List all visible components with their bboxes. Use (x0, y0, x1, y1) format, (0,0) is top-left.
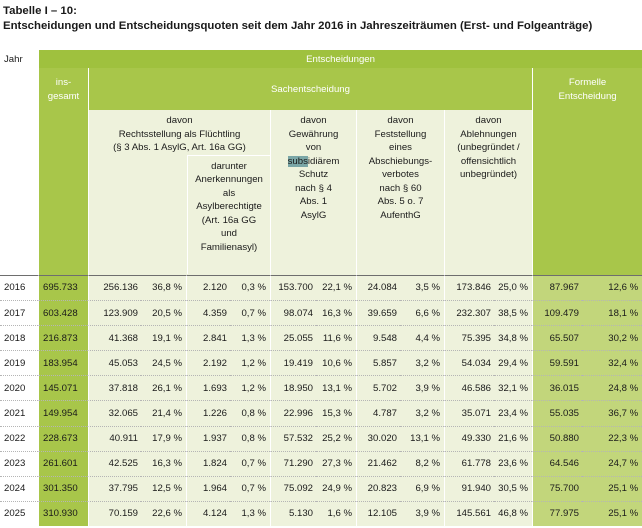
formell-quote: 30,2 % (582, 325, 642, 350)
header-sub-line2: Gewährung (288, 128, 339, 140)
abschiebung-quote: 6,6 % (400, 300, 444, 325)
header-formelle-line1: Formelle (568, 77, 607, 89)
header-sub-line8: AsylG (300, 209, 327, 221)
table-row (0, 350, 642, 375)
abschiebung-count: 39.659 (356, 300, 400, 325)
asyl-quote: 1,3 % (230, 325, 270, 350)
table-row (0, 300, 642, 325)
abschiebung-count: 30.020 (356, 426, 400, 451)
fluechtling-quote: 26,1 % (141, 375, 186, 400)
asyl-count: 1.964 (186, 476, 230, 501)
year-cell: 2022 (0, 426, 38, 451)
subsidiaer-count: 75.092 (270, 476, 316, 501)
header-asyl-line5: (Art. 16a GG (201, 214, 257, 226)
year-cell: 2017 (0, 300, 38, 325)
subsidiaer-quote: 15,3 % (316, 400, 356, 425)
header-abschiebungsverbot (356, 110, 444, 275)
asyl-count: 4.359 (186, 300, 230, 325)
asyl-quote: 0,8 % (230, 400, 270, 425)
ablehnung-count: 46.586 (444, 375, 494, 400)
ablehnung-quote: 29,4 % (494, 350, 532, 375)
subsidiaer-quote: 13,1 % (316, 375, 356, 400)
asyl-quote: 0,8 % (230, 426, 270, 451)
fluechtling-quote: 21,4 % (141, 400, 186, 425)
header-sub-line6: nach § 4 (295, 182, 332, 194)
total-cell: 261.601 (38, 451, 88, 476)
formell-count: 59.591 (532, 350, 582, 375)
year-cell: 2018 (0, 325, 38, 350)
subsidiaer-count: 71.290 (270, 451, 316, 476)
fluechtling-count: 45.053 (88, 350, 141, 375)
abschiebung-count: 21.462 (356, 451, 400, 476)
asyl-quote: 0,7 % (230, 451, 270, 476)
fluechtling-quote: 24,5 % (141, 350, 186, 375)
asyl-count: 1.226 (186, 400, 230, 425)
year-cell: 2025 (0, 501, 38, 526)
table-row (0, 476, 642, 501)
header-entscheidungen: Entscheidungen (38, 50, 642, 68)
total-cell: 228.673 (38, 426, 88, 451)
header-ab-line4: Abschiebungs- (368, 155, 433, 167)
header-sub-line5: Schutz (298, 169, 329, 181)
formell-quote: 22,3 % (582, 426, 642, 451)
abschiebung-count: 24.084 (356, 275, 400, 300)
asyl-quote: 0,7 % (230, 300, 270, 325)
table-body (0, 275, 642, 526)
header-al-line1: davon (475, 115, 502, 127)
formell-count: 75.700 (532, 476, 582, 501)
header-al-line4: offensichtlich (460, 155, 517, 167)
header-ab-line5: verbotes (382, 169, 419, 181)
header-ab-line2: Feststellung (374, 128, 427, 140)
asyl-quote: 1,3 % (230, 501, 270, 526)
asyl-count: 2.841 (186, 325, 230, 350)
header-sub-line1: davon (300, 115, 327, 127)
table-row (0, 275, 642, 300)
abschiebung-quote: 3,5 % (400, 275, 444, 300)
header-fluechtling-line2: Rechtsstellung als Flüchtling (118, 128, 241, 140)
header-asyl-line2: Anerkennungen (195, 174, 263, 186)
header-sub-line7: Abs. 1 (299, 196, 328, 208)
abschiebung-quote: 6,9 % (400, 476, 444, 501)
fluechtling-quote: 16,3 % (141, 451, 186, 476)
header-ab-line3: eines (389, 142, 412, 154)
header-subsidiaer (270, 110, 356, 275)
year-cell: 2019 (0, 350, 38, 375)
asyl-quote: 0,7 % (230, 476, 270, 501)
formell-count: 64.546 (532, 451, 582, 476)
formell-quote: 32,4 % (582, 350, 642, 375)
header-formelle (532, 68, 642, 275)
table-row (0, 451, 642, 476)
fluechtling-count: 41.368 (88, 325, 141, 350)
ablehnung-quote: 38,5 % (494, 300, 532, 325)
abschiebung-quote: 13,1 % (400, 426, 444, 451)
ablehnung-quote: 32,1 % (494, 375, 532, 400)
header-al-line2: Ablehnungen (460, 128, 517, 140)
asyl-count: 1.824 (186, 451, 230, 476)
header-jahr: Jahr (0, 50, 38, 275)
subsidiaer-quote: 24,9 % (316, 476, 356, 501)
subsidiaer-count: 98.074 (270, 300, 316, 325)
abschiebung-count: 5.857 (356, 350, 400, 375)
ablehnung-count: 145.561 (444, 501, 494, 526)
formell-count: 87.967 (532, 275, 582, 300)
asyl-count: 2.120 (186, 275, 230, 300)
year-cell: 2024 (0, 476, 38, 501)
abschiebung-count: 20.823 (356, 476, 400, 501)
subsidiaer-count: 5.130 (270, 501, 316, 526)
abschiebung-count: 9.548 (356, 325, 400, 350)
formell-count: 109.479 (532, 300, 582, 325)
header-insgesamt (38, 68, 88, 275)
ablehnung-quote: 23,4 % (494, 400, 532, 425)
header-insgesamt-line2: gesamt (47, 91, 80, 103)
fluechtling-count: 37.795 (88, 476, 141, 501)
header-sachentscheidung: Sachentscheidung (88, 68, 532, 110)
header-ab-line1: davon (387, 115, 414, 127)
ablehnung-count: 91.940 (444, 476, 494, 501)
total-cell: 145.071 (38, 375, 88, 400)
total-cell: 695.733 (38, 275, 88, 300)
subsidiaer-quote: 16,3 % (316, 300, 356, 325)
ablehnung-count: 75.395 (444, 325, 494, 350)
total-cell: 301.350 (38, 476, 88, 501)
fluechtling-count: 37.818 (88, 375, 141, 400)
header-ablehnungen (444, 110, 532, 275)
formell-quote: 24,7 % (582, 451, 642, 476)
abschiebung-count: 5.702 (356, 375, 400, 400)
formell-quote: 25,1 % (582, 476, 642, 501)
header-asyl-line3: als (222, 187, 236, 199)
subsidiaer-quote: 11,6 % (316, 325, 356, 350)
ablehnung-count: 54.034 (444, 350, 494, 375)
asyl-count: 2.192 (186, 350, 230, 375)
subsidiaer-quote: 10,6 % (316, 350, 356, 375)
abschiebung-quote: 3,2 % (400, 400, 444, 425)
ablehnung-count: 35.071 (444, 400, 494, 425)
subsidiaer-quote: 1,6 % (316, 501, 356, 526)
total-cell: 183.954 (38, 350, 88, 375)
header-asylberechtigte (187, 155, 270, 275)
subsidiaer-count: 25.055 (270, 325, 316, 350)
formell-count: 36.015 (532, 375, 582, 400)
header-asyl-line4: Asylberechtigte (196, 201, 262, 213)
fluechtling-quote: 17,9 % (141, 426, 186, 451)
header-ab-line8: AufenthG (380, 209, 421, 221)
ablehnung-quote: 30,5 % (494, 476, 532, 501)
ablehnung-quote: 25,0 % (494, 275, 532, 300)
subsidiaer-quote: 22,1 % (316, 275, 356, 300)
fluechtling-quote: 22,6 % (141, 501, 186, 526)
header-ab-line7: Abs. 5 o. 7 (377, 196, 424, 208)
subsidiaer-count: 22.996 (270, 400, 316, 425)
ablehnung-count: 232.307 (444, 300, 494, 325)
fluechtling-count: 70.159 (88, 501, 141, 526)
formell-count: 50.880 (532, 426, 582, 451)
total-cell: 603.428 (38, 300, 88, 325)
ablehnung-quote: 21,6 % (494, 426, 532, 451)
fluechtling-count: 256.136 (88, 275, 141, 300)
table-row (0, 426, 642, 451)
decisions-table (0, 50, 642, 526)
total-cell: 149.954 (38, 400, 88, 425)
formell-count: 55.035 (532, 400, 582, 425)
year-cell: 2016 (0, 275, 38, 300)
header-sub-line3: von (305, 142, 322, 154)
subsidiaer-count: 153.700 (270, 275, 316, 300)
subsidiaer-count: 18.950 (270, 375, 316, 400)
asyl-quote: 1,2 % (230, 375, 270, 400)
abschiebung-quote: 3,9 % (400, 501, 444, 526)
abschiebung-quote: 3,2 % (400, 350, 444, 375)
abschiebung-quote: 3,9 % (400, 375, 444, 400)
table-title: Entscheidungen und Entscheidungsquoten seit dem Jahr 2016 in Jahreszeiträumen (Erst- und Folgeanträge) (3, 20, 593, 32)
formell-quote: 18,1 % (582, 300, 642, 325)
table-row (0, 325, 642, 350)
total-cell: 216.873 (38, 325, 88, 350)
header-ab-line6: nach § 60 (379, 182, 422, 194)
fluechtling-quote: 12,5 % (141, 476, 186, 501)
asyl-count: 1.693 (186, 375, 230, 400)
fluechtling-count: 123.909 (88, 300, 141, 325)
header-fluechtling-line1: davon (166, 115, 193, 127)
header-asyl-line1: darunter (211, 160, 247, 172)
abschiebung-count: 12.105 (356, 501, 400, 526)
header-asyl-line7: Familienasyl) (200, 241, 258, 253)
header-formelle-line2: Entscheidung (558, 91, 617, 103)
ablehnung-quote: 34,8 % (494, 325, 532, 350)
table-row (0, 400, 642, 425)
abschiebung-quote: 8,2 % (400, 451, 444, 476)
subsidiaer-quote: 27,3 % (316, 451, 356, 476)
formell-quote: 36,7 % (582, 400, 642, 425)
table-number: Tabelle I – 10: (3, 5, 77, 17)
ablehnung-count: 49.330 (444, 426, 494, 451)
header-al-line3: (unbegründet / (457, 142, 520, 154)
header-fluechtling-line3: (§ 3 Abs. 1 AsylG, Art. 16a GG) (113, 142, 246, 154)
formell-quote: 24,8 % (582, 375, 642, 400)
header-al-line5: unbegründet) (459, 169, 518, 181)
formell-count: 65.507 (532, 325, 582, 350)
ablehnung-count: 61.778 (444, 451, 494, 476)
year-cell: 2021 (0, 400, 38, 425)
subsidiaer-count: 57.532 (270, 426, 316, 451)
header-sub-line4: subsidiärem (287, 155, 340, 167)
formell-quote: 25,1 % (582, 501, 642, 526)
year-cell: 2020 (0, 375, 38, 400)
text-selection-highlight[interactable]: subs (287, 155, 308, 167)
abschiebung-count: 4.787 (356, 400, 400, 425)
fluechtling-quote: 36,8 % (141, 275, 186, 300)
header-asyl-line6: und (220, 228, 237, 240)
fluechtling-count: 40.911 (88, 426, 141, 451)
abschiebung-quote: 4,4 % (400, 325, 444, 350)
total-cell: 310.930 (38, 501, 88, 526)
table-row (0, 501, 642, 526)
fluechtling-quote: 19,1 % (141, 325, 186, 350)
year-cell: 2023 (0, 451, 38, 476)
ablehnung-quote: 46,8 % (494, 501, 532, 526)
fluechtling-count: 42.525 (88, 451, 141, 476)
fluechtling-count: 32.065 (88, 400, 141, 425)
table-row (0, 375, 642, 400)
formell-quote: 12,6 % (582, 275, 642, 300)
asyl-quote: 0,3 % (230, 275, 270, 300)
asyl-count: 1.937 (186, 426, 230, 451)
fluechtling-quote: 20,5 % (141, 300, 186, 325)
asyl-count: 4.124 (186, 501, 230, 526)
subsidiaer-count: 19.419 (270, 350, 316, 375)
asyl-quote: 1,2 % (230, 350, 270, 375)
ablehnung-count: 173.846 (444, 275, 494, 300)
header-fluechtling (88, 110, 270, 275)
subsidiaer-quote: 25,2 % (316, 426, 356, 451)
ablehnung-quote: 23,6 % (494, 451, 532, 476)
formell-count: 77.975 (532, 501, 582, 526)
table-caption (3, 4, 639, 34)
header-insgesamt-line1: ins- (55, 77, 72, 89)
